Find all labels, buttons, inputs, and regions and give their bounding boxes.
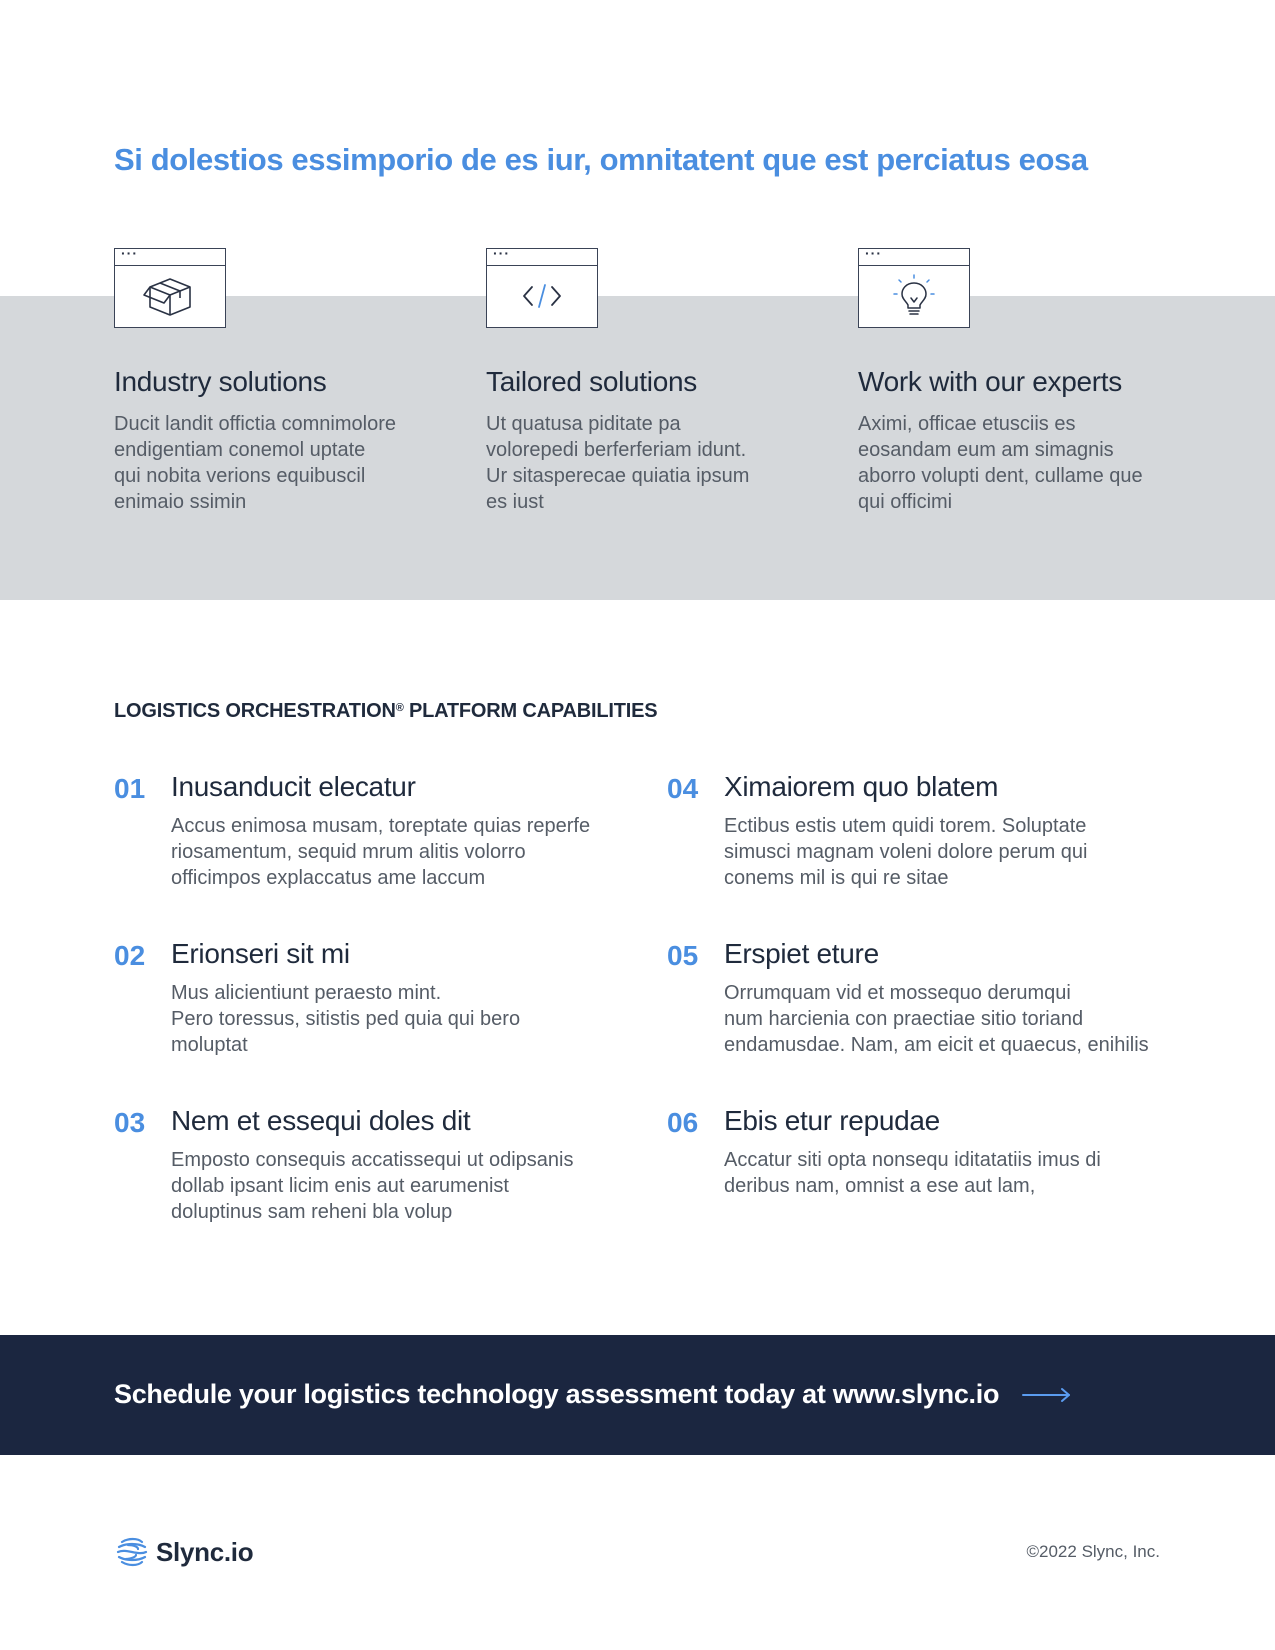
browser-window-frame: ··· <box>114 248 226 328</box>
capability-title: Ebis etur repudae <box>724 1105 940 1136</box>
feature-title: Industry solutions <box>114 366 327 397</box>
capability-number: 06 <box>667 1107 699 1138</box>
package-box-icon <box>115 265 225 327</box>
code-brackets-icon <box>487 265 597 327</box>
feature-title: Tailored solutions <box>486 366 697 397</box>
feature-description: Ut quatusa piditate pa volorepedi berferferiam idunt. Ur sitasperecae quiatia ipsum es iust <box>486 413 750 513</box>
copyright-notice: ©2022 Slync, Inc. <box>1026 1542 1160 1561</box>
capability-number: 01 <box>114 773 146 804</box>
capability-description: Accus enimosa musam, toreptate quias reperfe riosamentum, sequid mrum alitis volorro officimpos explaccatus ame laccum <box>171 815 591 889</box>
feature-industry-solutions <box>114 245 454 515</box>
capability-title: Ximaiorem quo blatem <box>724 771 999 802</box>
cta-banner[interactable] <box>0 1335 1275 1455</box>
capability-description: Mus alicientiunt peraesto mint. Pero toressus, sitistis ped quia qui bero moluptat <box>171 982 521 1056</box>
slync-logo-mark-icon <box>114 1534 150 1570</box>
capability-number: 05 <box>667 940 699 971</box>
capability-item <box>667 771 1167 891</box>
company-logo <box>114 1533 253 1571</box>
feature-work-with-experts <box>858 245 1198 515</box>
capability-item <box>114 1105 614 1225</box>
capability-item <box>667 938 1167 1058</box>
browser-window-frame: ··· <box>858 248 970 328</box>
capability-description: Emposto consequis accatissequi ut odipsanis dollab ipsant licim enis aut earumenist doluptinus sam reheni bla volup <box>171 1149 574 1223</box>
arrow-right-icon[interactable] <box>1022 1386 1072 1404</box>
logo-wordmark: Slync.io <box>156 1536 254 1567</box>
capability-number: 02 <box>114 940 146 971</box>
cta-link-text[interactable]: Schedule your logistics technology assessment today at www.slync.io <box>114 1379 1000 1409</box>
capability-title: Inusanducit elecatur <box>171 771 416 802</box>
capability-number: 03 <box>114 1107 146 1138</box>
capabilities-heading: LOGISTICS ORCHESTRATION® PLATFORM CAPABILITIES <box>114 700 658 722</box>
capability-title: Erspiet eture <box>724 938 879 969</box>
feature-description: Aximi, officae etusciis es eosandam eum am simagnis aborro volupti dent, cullame que qui officimi <box>858 413 1143 513</box>
feature-title: Work with our experts <box>858 366 1122 397</box>
capability-description: Ectibus estis utem quidi torem. Soluptate simusci magnam voleni dolore perum qui conems mil is qui re sitae <box>724 815 1088 889</box>
feature-tailored-solutions <box>486 245 826 515</box>
capability-item <box>114 938 614 1058</box>
capability-number: 04 <box>667 773 699 804</box>
capability-title: Erionseri sit mi <box>171 938 350 969</box>
feature-description: Ducit landit offictia comnimolore endigentiam conemol uptate qui nobita verions equibuscil enimaio ssimin <box>114 413 396 513</box>
capability-description: Orrumquam vid et mossequo derumqui num harcienia con praectiae sitio toriand endamusdae. Nam, am eicit et quaecus, enihilis <box>724 982 1149 1056</box>
browser-window-frame: ··· <box>486 248 598 328</box>
capability-item <box>114 771 614 891</box>
page-headline: Si dolestios essimporio de es iur, omnitatent que est perciatus eosa <box>114 142 1088 177</box>
capability-item <box>667 1105 1167 1199</box>
capability-title: Nem et essequi doles dit <box>171 1105 471 1136</box>
capability-description: Accatur siti opta nonsequ iditatatiis imus di deribus nam, omnist a ese aut lam, <box>724 1149 1101 1197</box>
lightbulb-icon <box>859 265 969 327</box>
